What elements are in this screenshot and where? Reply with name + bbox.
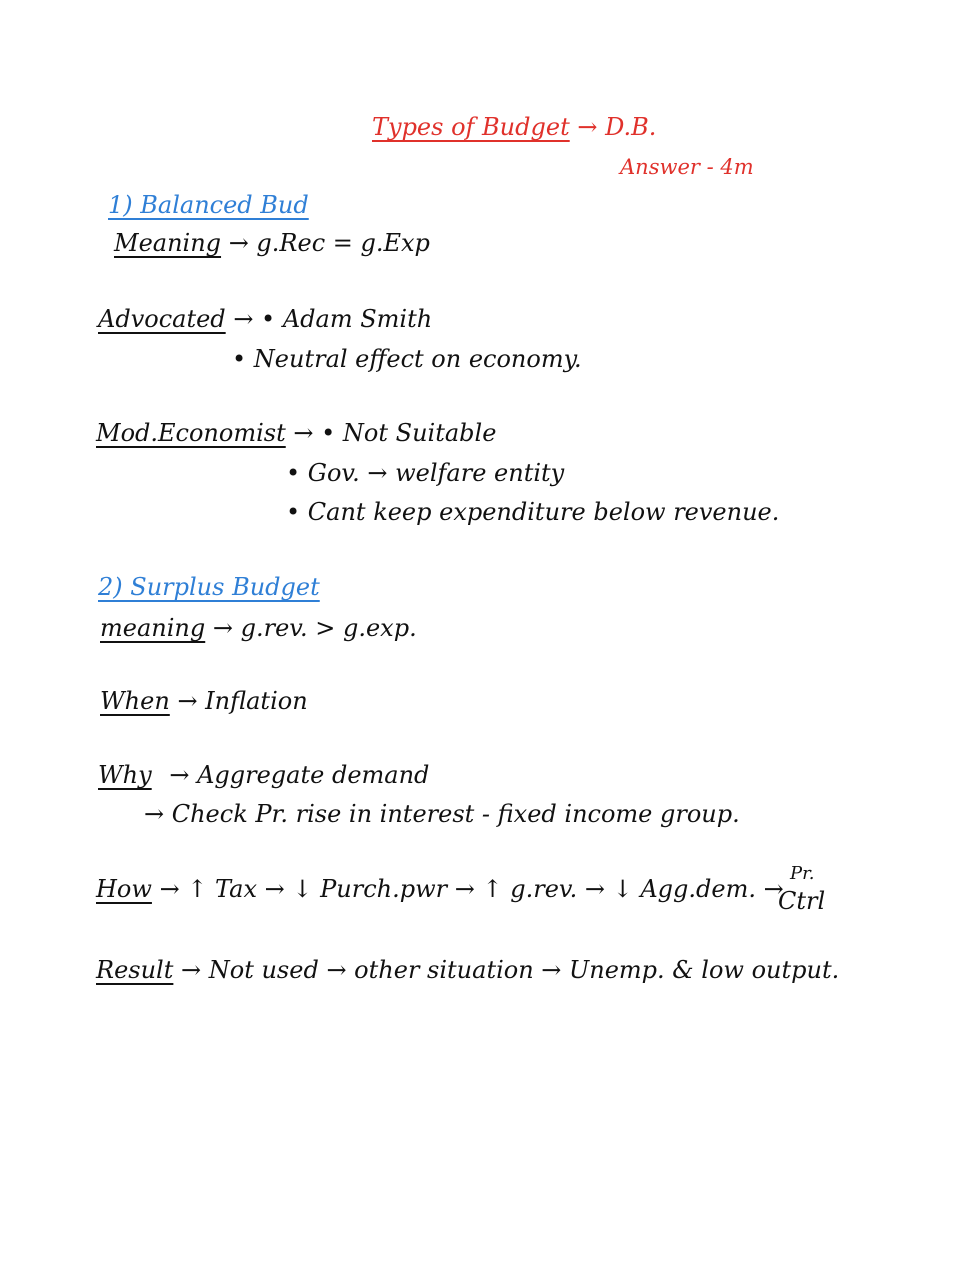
- surplus-how-label: How: [96, 875, 152, 903]
- surplus-why-label: Why: [98, 761, 152, 789]
- balanced-meaning-text: → g.Rec = g.Exp: [228, 229, 430, 257]
- balanced-advocated-label: Advocated: [98, 305, 226, 333]
- page-title-suffix: → D.B.: [577, 113, 657, 141]
- surplus-result-text: → Not used → other situation → Unemp. & low output.: [181, 956, 840, 984]
- page-title: Types of Budget: [372, 113, 570, 141]
- surplus-how-end-bottom: Ctrl: [778, 887, 826, 915]
- surplus-meaning-label: meaning: [100, 614, 206, 642]
- surplus-why-detail: → Check Pr. rise in interest - fixed income group.: [144, 800, 740, 828]
- surplus-meaning-text: → g.rev. > g.exp.: [212, 614, 417, 642]
- section-heading-balanced: 1) Balanced Bud: [108, 191, 309, 219]
- surplus-result-label: Result: [96, 956, 174, 984]
- surplus-when-label: When: [100, 687, 170, 715]
- balanced-advocated-point-1: → • Adam Smith: [233, 305, 433, 333]
- balanced-meaning-row: [114, 228, 430, 258]
- surplus-how-end-top: Pr.: [790, 863, 815, 884]
- surplus-when-text: → Inflation: [177, 687, 308, 715]
- balanced-mod-point-3: • Cant keep expenditure below revenue.: [286, 498, 780, 526]
- balanced-mod-economist-row: [96, 418, 496, 448]
- balanced-advocated-row: [98, 304, 432, 334]
- balanced-advocated-point-2: • Neutral effect on economy.: [232, 345, 582, 373]
- surplus-result-row: [96, 955, 839, 985]
- surplus-how-text: → ↑ Tax → ↓ Purch.pwr → ↑ g.rev. → ↓ Agg.dem. →: [159, 875, 784, 903]
- balanced-mod-point-2: • Gov. → welfare entity: [286, 459, 565, 487]
- surplus-how-row: [96, 874, 784, 904]
- balanced-mod-point-1: → • Not Suitable: [293, 419, 497, 447]
- surplus-meaning-row: [100, 613, 417, 643]
- surplus-when-row: [100, 686, 308, 716]
- surplus-why-text: → Aggregate demand: [169, 761, 430, 789]
- balanced-meaning-label: Meaning: [114, 229, 222, 257]
- balanced-mod-economist-label: Mod.Economist: [96, 419, 286, 447]
- surplus-why-row: [98, 760, 429, 790]
- page-title-row: [372, 112, 656, 142]
- section-heading-surplus: 2) Surplus Budget: [98, 573, 320, 601]
- answer-marks: Answer - 4m: [620, 155, 754, 179]
